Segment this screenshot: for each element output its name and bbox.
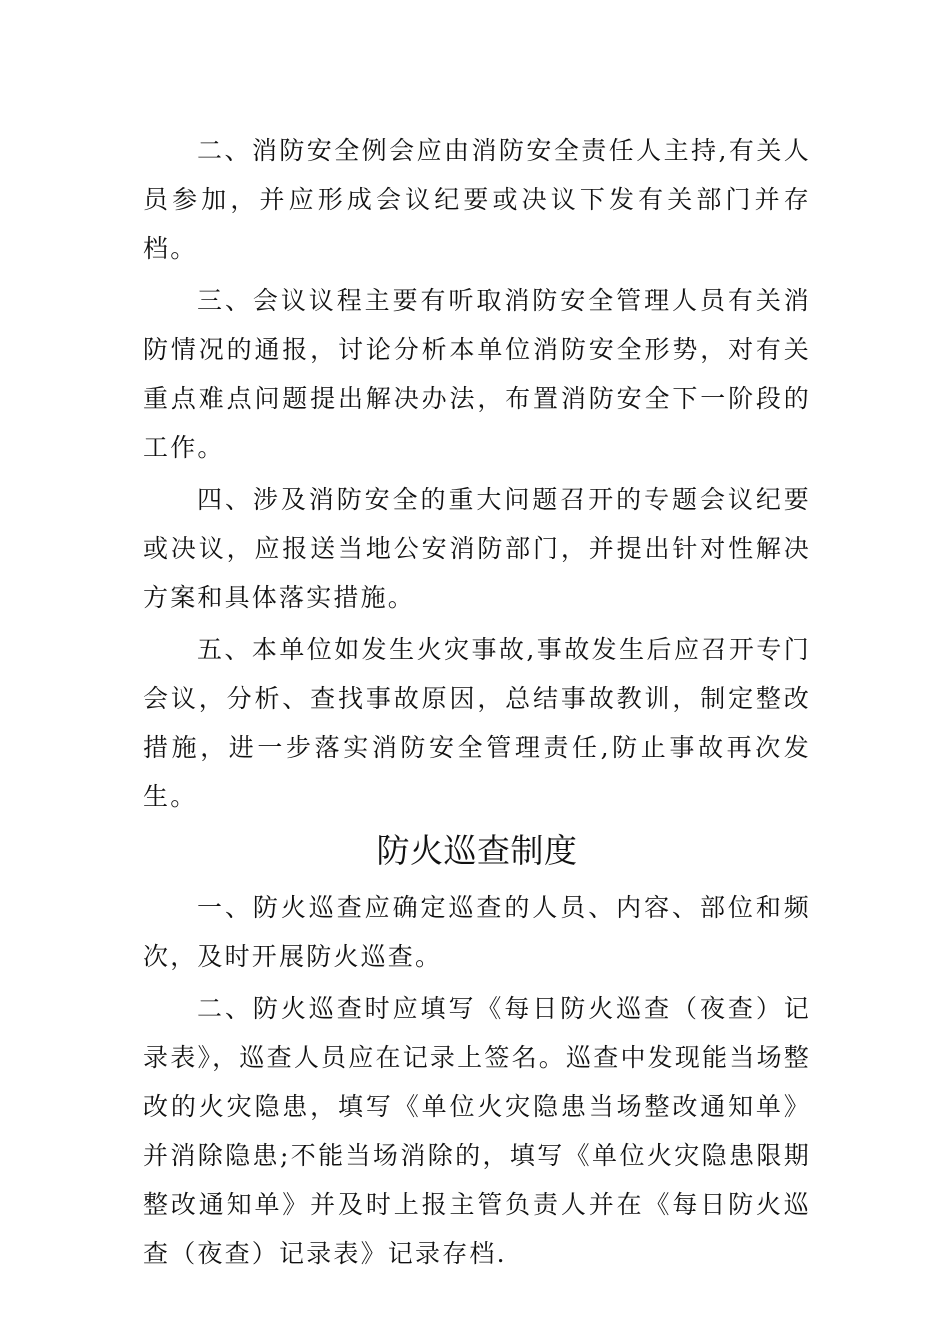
paragraph-special-meeting: 四、涉及消防安全的重大问题召开的专题会议纪要或决议，应报送当地公安消防部门，并提出针对性解决方案和具体落实措施。: [143, 485, 811, 612]
paragraph-patrol-personnel: 一、防火巡查应确定巡查的人员、内容、部位和频次，及时开展防火巡查。: [143, 893, 811, 971]
paragraph-meeting-agenda: 三、会议议程主要有听取消防安全管理人员有关消防情况的通报，讨论分析本单位消防安全形势，对有关重点难点问题提出解决办法，布置消防安全下一阶段的工作。: [143, 286, 811, 462]
document-body: [143, 126, 811, 1281]
section-title: 防火巡查制度: [376, 831, 578, 870]
paragraph-meeting-host: 二、消防安全例会应由消防安全责任人主持,有关人员参加，并应形成会议纪要或决议下发有关部门并存档。: [143, 136, 811, 263]
paragraph-patrol-record: 二、防火巡查时应填写《每日防火巡查（夜查）记录表》，巡查人员应在记录上签名。巡查中发现能当场整改的火灾隐患，填写《单位火灾隐患当场整改通知单》并消除隐患;不能当场消除的，填写《单位火灾隐患限期整改通知单》并及时上报主管负责人并在《每日防火巡查（夜查）记录表》记录存档.: [143, 994, 811, 1268]
paragraph-fire-accident: 五、本单位如发生火灾事故,事故发生后应召开专门会议，分析、查找事故原因，总结事故教训，制定整改措施，进一步落实消防安全管理责任,防止事故再次发生。: [143, 635, 811, 811]
